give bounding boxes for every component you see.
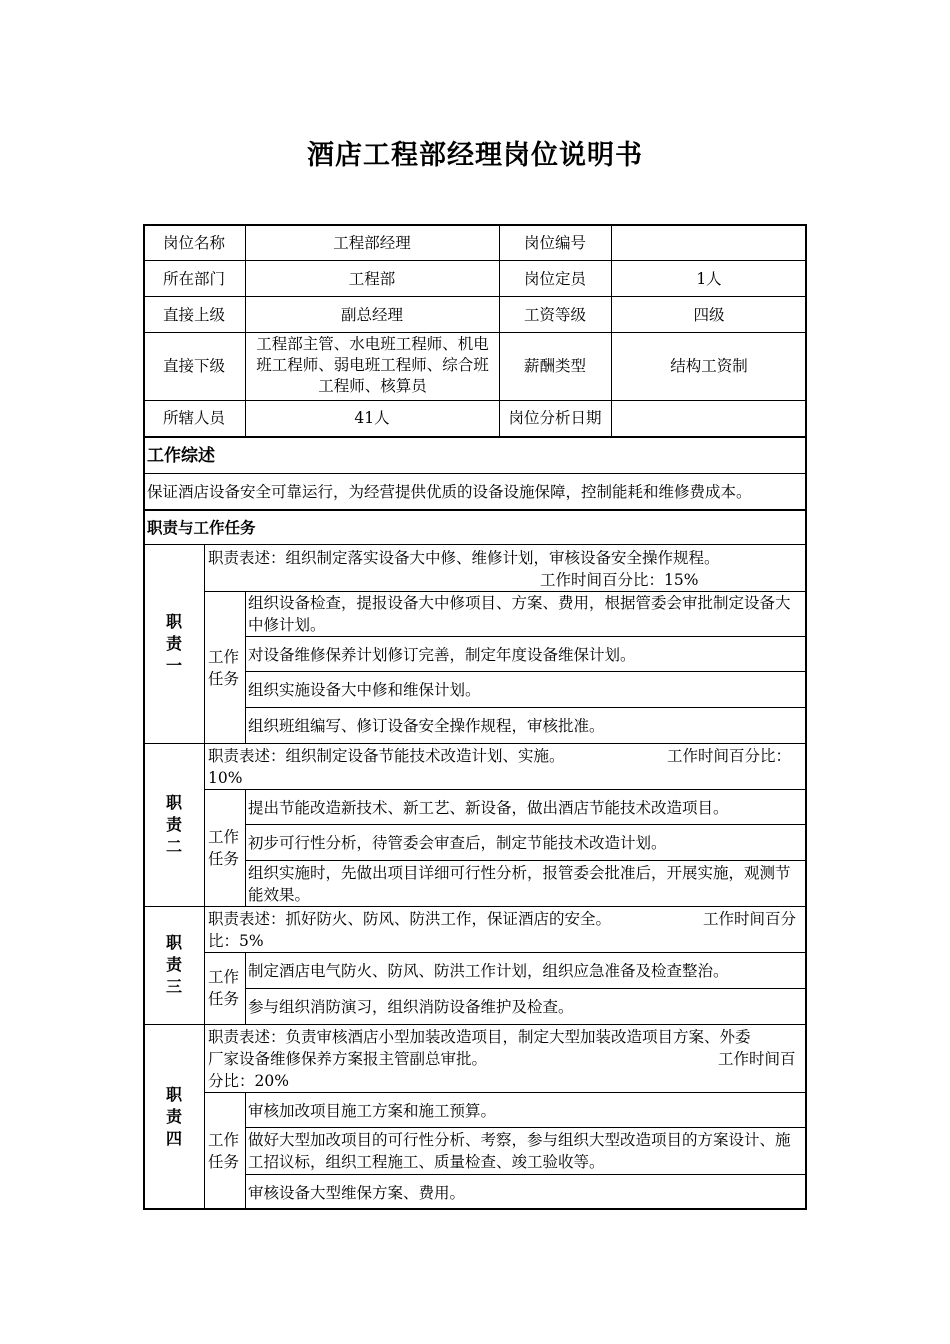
duty-3-label: 职责三 [165, 933, 182, 996]
duty-1-task-4: 组织班组编写、修订设备安全操作规程，审核批准。 [248, 717, 605, 735]
duty-3-task-1: 制定酒店电气防火、防风、防洪工作计划，组织应急准备及检查整治。 [248, 962, 729, 980]
value-headcount: 1人 [696, 270, 722, 288]
duty-1-label: 职责一 [165, 612, 182, 675]
duty-2-task-3: 组织实施时，先做出项目详细可行性分析，报管委会批准后，开展实施，观测节能效果。 [248, 864, 791, 904]
label-job-code: 岗位编号 [523, 234, 586, 252]
duty-4-desc-line2: 厂家设备维修保养方案报主管副总审批。 [208, 1050, 488, 1068]
label-pay-type: 薪酬类型 [523, 357, 586, 375]
duty-2-time-share: 10% [208, 769, 243, 787]
duty-3-time-label: 工作时间百分 [703, 910, 797, 928]
duty-3-task-label: 工作任务 [208, 968, 240, 1008]
duty-2-task-label: 工作任务 [208, 828, 240, 868]
value-subordinates: 工程部主管、水电班工程师、机电班工程师、弱电班工程师、综合班工程师、核算员 [256, 335, 489, 395]
duties-heading: 职责与工作任务 [147, 518, 256, 537]
label-supervisor: 直接上级 [162, 306, 225, 324]
value-supervisor: 副总经理 [340, 306, 403, 324]
duty-3-task-2: 参与组织消防演习，组织消防设备维护及检查。 [248, 998, 574, 1016]
value-salary-grade: 四级 [693, 306, 725, 324]
duty-1-task-3: 组织实施设备大中修和维保计划。 [248, 681, 481, 699]
duty-2-time-label: 工作时间百分比： [667, 747, 792, 765]
duty-4-time-share: 分比：20% [208, 1072, 289, 1090]
page-title: 酒店工程部经理岗位说明书 [307, 140, 643, 171]
duty-4-task-label: 工作任务 [208, 1131, 240, 1171]
value-job-title: 工程部经理 [333, 234, 411, 252]
duty-3-desc: 职责表述：抓好防火、防风、防洪工作，保证酒店的安全。 [208, 910, 612, 928]
duty-4-task-1: 审核加改项目施工方案和施工预算。 [248, 1102, 497, 1120]
label-analysis-date: 岗位分析日期 [508, 409, 602, 427]
duty-2-task-1: 提出节能改造新技术、新工艺、新设备，做出酒店节能技术改造项目。 [248, 799, 729, 817]
label-subordinates: 直接下级 [162, 357, 225, 375]
label-department: 所在部门 [162, 270, 225, 288]
duty-4-time-label: 工作时间百 [718, 1050, 796, 1068]
duty-1-time-share: 工作时间百分比：15% [540, 571, 699, 589]
duty-3-time-share: 比：5% [208, 932, 264, 950]
summary-heading: 工作综述 [147, 446, 215, 466]
duty-4-task-2: 做好大型加改项目的可行性分析、考察，参与组织大型改造项目的方案设计、施工招议标，组织工程施工、质量检查、竣工验收等。 [248, 1131, 791, 1171]
duty-2-task-2: 初步可行性分析，待管委会审查后，制定节能技术改造计划。 [248, 834, 667, 852]
label-headcount: 岗位定员 [523, 270, 586, 288]
duty-2-label: 职责二 [165, 793, 182, 856]
duty-1-task-2: 对设备维修保养计划修订完善，制定年度设备维保计划。 [248, 646, 636, 664]
label-staff-count: 所辖人员 [162, 409, 225, 427]
label-salary-grade: 工资等级 [523, 306, 586, 324]
duty-4-label: 职责四 [165, 1085, 182, 1148]
duty-1-task-label: 工作任务 [208, 648, 240, 688]
value-pay-type: 结构工资制 [670, 357, 748, 375]
value-staff-count: 41人 [354, 409, 390, 427]
duty-1-desc: 职责表述：组织制定落实设备大中修、维修计划，审核设备安全操作规程。 [208, 549, 720, 567]
duty-4-task-3: 审核设备大型维保方案、费用。 [248, 1184, 466, 1202]
duty-2-desc: 职责表述：组织制定设备节能技术改造计划、实施。 [208, 747, 565, 765]
duty-4-desc: 职责表述：负责审核酒店小型加装改造项目，制定大型加装改造项目方案、外委 [208, 1028, 751, 1046]
summary-text: 保证酒店设备安全可靠运行，为经营提供优质的设备设施保障，控制能耗和维修费成本。 [147, 483, 752, 501]
duty-1-task-1: 组织设备检查，提报设备大中修项目、方案、费用，根据管委会审批制定设备大中修计划。 [248, 594, 791, 634]
value-department: 工程部 [348, 270, 396, 288]
label-job-title: 岗位名称 [162, 234, 225, 252]
